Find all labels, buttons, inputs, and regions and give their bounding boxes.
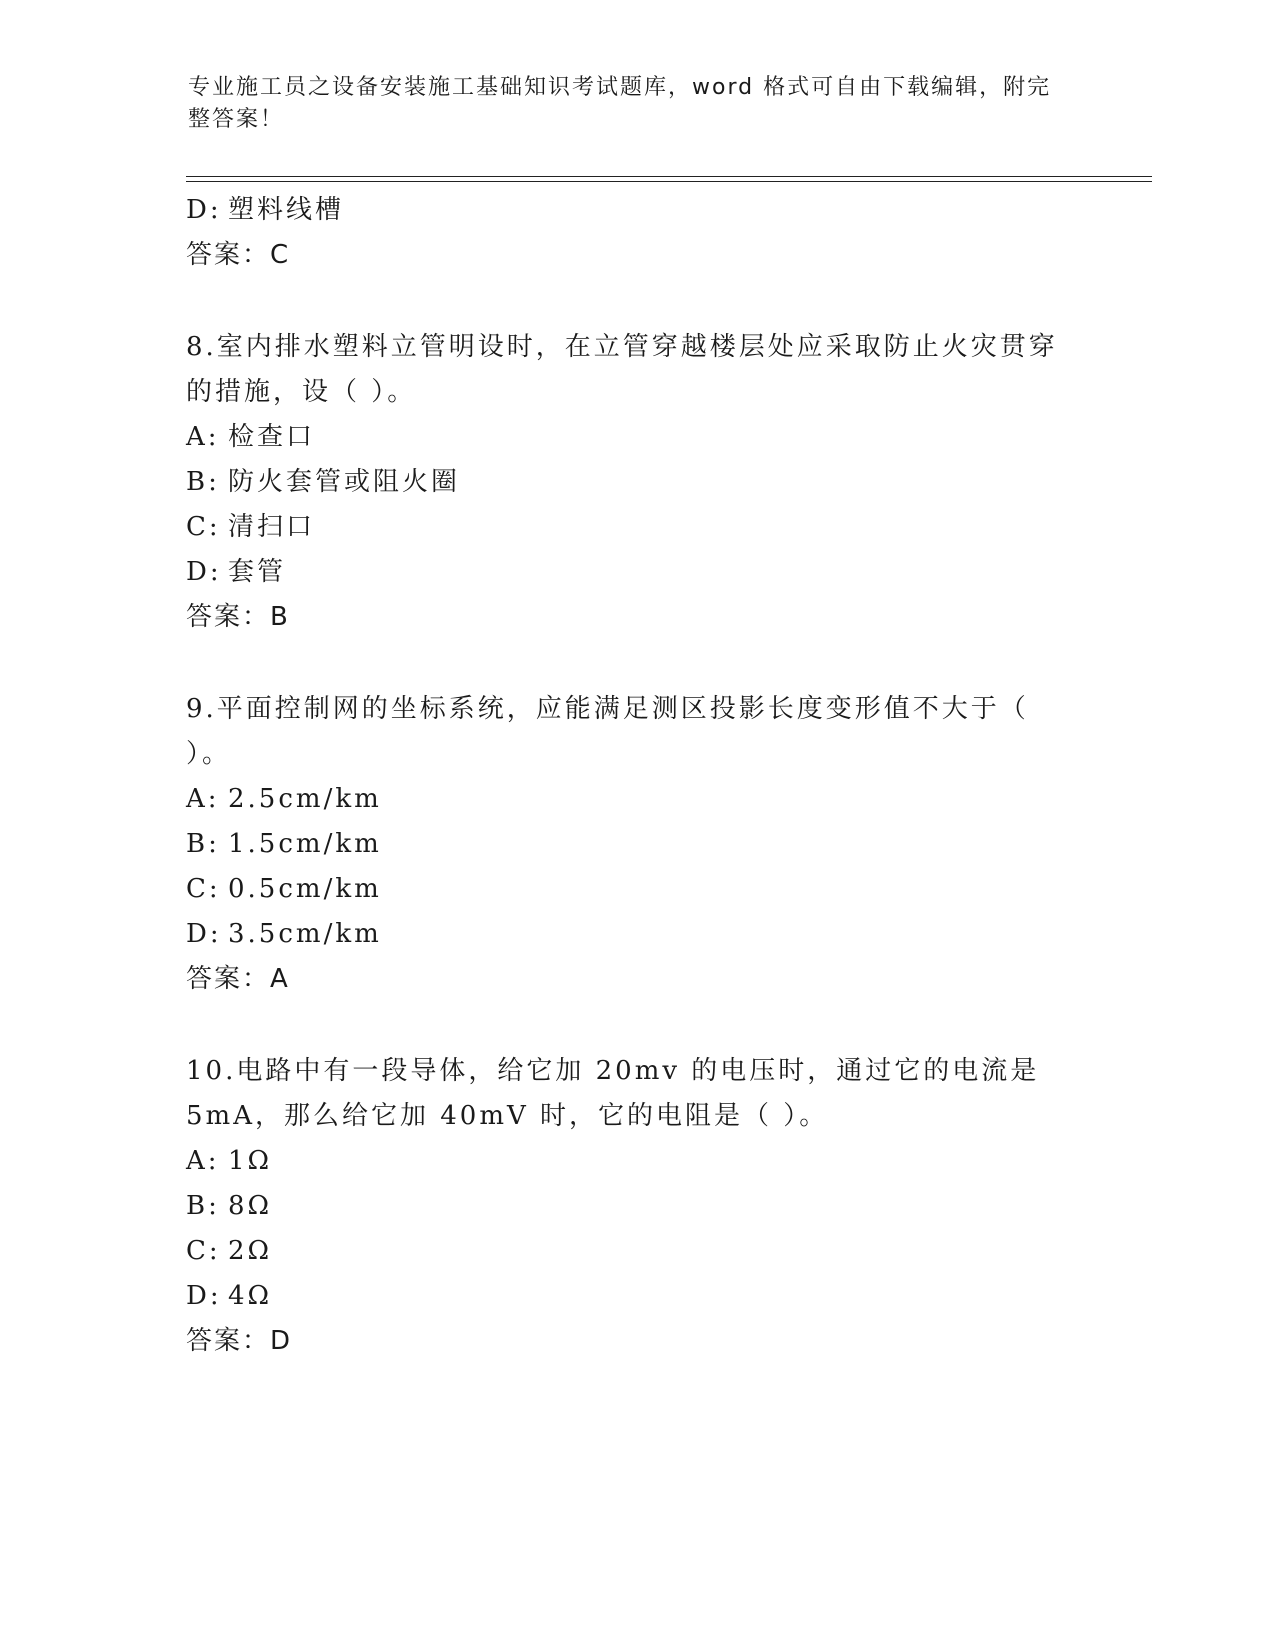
header-rule-top	[186, 176, 1152, 177]
option-a	[186, 777, 1076, 822]
option-key: C:	[186, 1236, 221, 1266]
option-text: 1.5cm/km	[228, 829, 382, 859]
option-b	[186, 460, 1076, 505]
question-text: 10.电路中有一段导体，给它加 20mv 的电压时，通过它的电流是 5mA，那么给它加 40mV 时，它的电阻是（ ）。	[186, 1056, 1040, 1131]
question-text: 9.平面控制网的坐标系统，应能满足测区投影长度变形值不大于（ ）。	[186, 694, 1029, 769]
option-key: B:	[186, 1191, 220, 1221]
option-key: A:	[186, 422, 220, 452]
option-b	[186, 1184, 1076, 1229]
option-text: 2Ω	[228, 1236, 273, 1266]
option-text: 2.5cm/km	[228, 784, 382, 814]
option-a	[186, 1139, 1076, 1184]
option-key: A:	[186, 784, 220, 814]
option-key: D:	[186, 919, 222, 949]
option-key: D:	[186, 1281, 222, 1311]
option-d	[186, 912, 1076, 957]
option-d	[186, 1274, 1076, 1319]
option-text: 0.5cm/km	[228, 874, 382, 904]
option-d	[186, 188, 1076, 233]
option-key: C:	[186, 512, 221, 542]
option-b	[186, 822, 1076, 867]
option-text: 检查口	[228, 422, 316, 452]
option-text: 防火套管或阻火圈	[228, 467, 461, 497]
option-c	[186, 867, 1076, 912]
option-text: 8Ω	[228, 1191, 273, 1221]
option-text: 塑料线槽	[228, 195, 345, 225]
question-10	[186, 1049, 1076, 1364]
question-9	[186, 687, 1076, 1002]
header-rule-bottom	[186, 181, 1152, 182]
option-c	[186, 1229, 1076, 1274]
answer-line: 答案：D	[186, 1326, 293, 1356]
option-text: 3.5cm/km	[228, 919, 382, 949]
option-key: B:	[186, 829, 220, 859]
option-key: C:	[186, 874, 221, 904]
option-text: 清扫口	[228, 512, 316, 542]
answer-line: 答案：B	[186, 602, 290, 632]
question-text: 8.室内排水塑料立管明设时，在立管穿越楼层处应采取防止火灾贯穿的措施，设（ ）。	[186, 332, 1058, 407]
option-d	[186, 550, 1076, 595]
option-text: 4Ω	[228, 1281, 273, 1311]
option-text: 1Ω	[228, 1146, 273, 1176]
answer-line: 答案：C	[186, 240, 291, 270]
option-key: A:	[186, 1146, 220, 1176]
question-8	[186, 325, 1076, 640]
option-text: 套管	[228, 557, 287, 587]
option-a	[186, 415, 1076, 460]
option-key: B:	[186, 467, 220, 497]
option-key: D:	[186, 195, 222, 225]
option-key: D:	[186, 557, 222, 587]
question-list	[186, 188, 1076, 1364]
option-c	[186, 505, 1076, 550]
document-header: 专业施工员之设备安装施工基础知识考试题库，word 格式可自由下载编辑，附完整答案！	[188, 75, 1052, 132]
answer-line: 答案：A	[186, 964, 290, 994]
